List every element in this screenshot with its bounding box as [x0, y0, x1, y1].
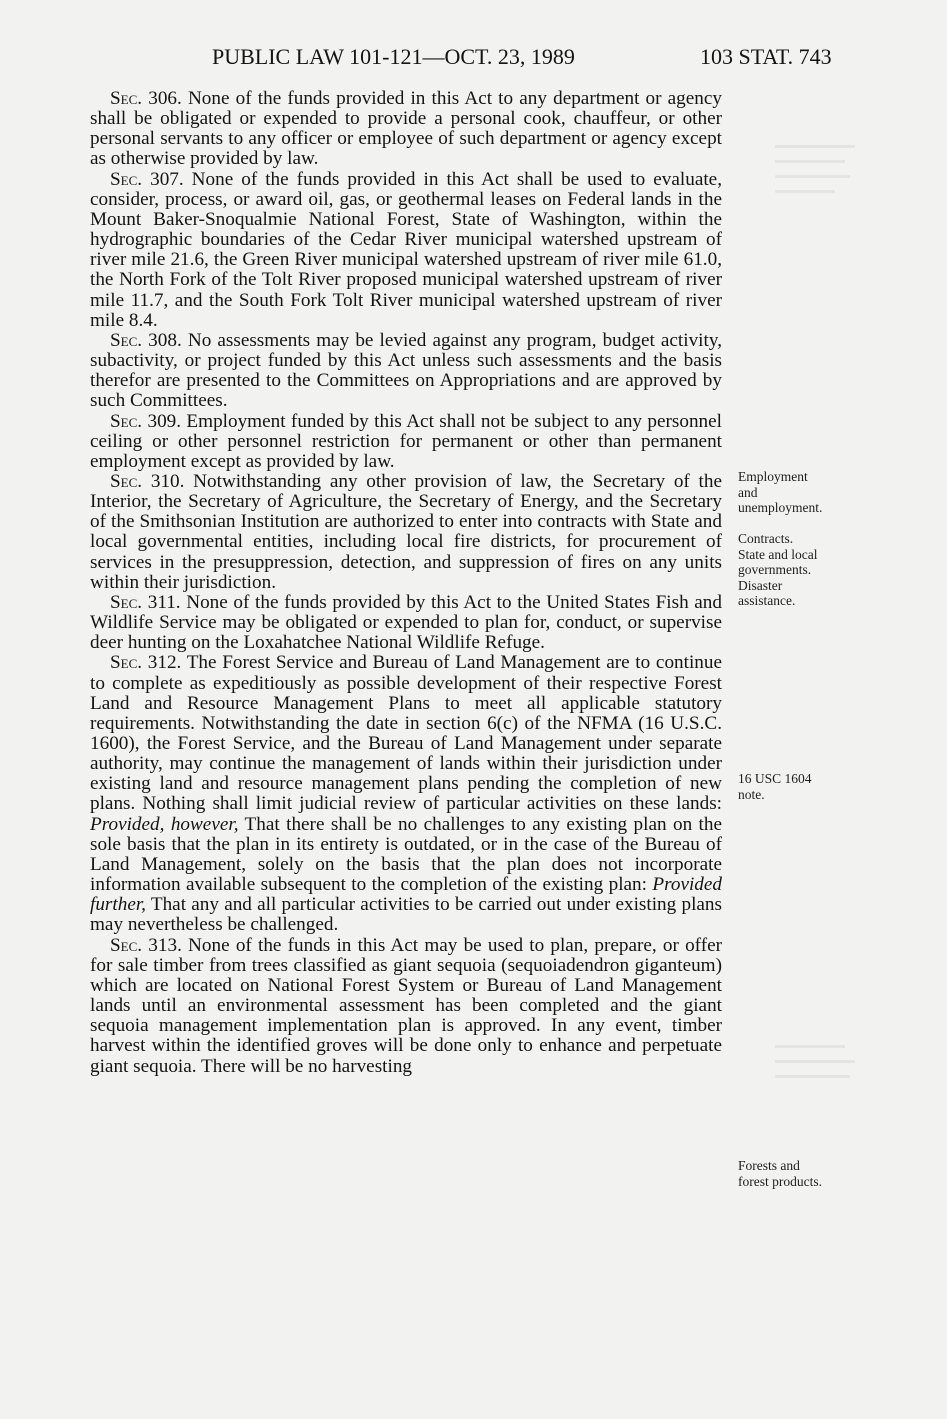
section-label: Sec. — [110, 934, 143, 956]
section-label: Sec. — [110, 652, 143, 674]
margin-note-line: Employment — [738, 469, 808, 484]
bleed-through-mark — [775, 1075, 850, 1078]
section-309 — [90, 412, 722, 472]
section-307 — [90, 170, 722, 331]
proviso-italic: Provided further, — [90, 874, 722, 916]
section-text: 306. None of the funds provided in this Act to any department or agency shall be obligated or expended to provide a personal cook, chauffeur, or other personal servants to any officer or employee of such department or agency except as otherwise provided by law. — [90, 88, 722, 170]
running-head-title: PUBLIC LAW 101-121—OCT. 23, 1989 — [212, 44, 575, 69]
margin-note-usc — [738, 771, 868, 802]
section-313 — [90, 936, 722, 1077]
section-label: Sec. — [110, 329, 143, 351]
margin-note-line: forest products. — [738, 1173, 822, 1189]
margin-note-contracts — [738, 531, 868, 609]
statute-body — [90, 89, 722, 1077]
margin-note-line: Disaster — [738, 577, 783, 593]
margin-note-line: and — [738, 484, 758, 500]
section-label: Sec. — [110, 470, 143, 492]
section-label: Sec. — [110, 88, 143, 109]
section-text: That there shall be no challenges to any existing plan on the sole basis that the plan in its entirety is outdated, or in the case of the Bureau of Land Management, solely on the basis that the plan does not incorporate information available subsequent to the completion of the existing plan: — [90, 813, 722, 896]
margin-note-line: Contracts. — [738, 531, 794, 546]
page-header — [0, 40, 947, 74]
section-312 — [90, 653, 722, 935]
margin-note-line: State and local — [738, 546, 818, 562]
bleed-through-mark — [775, 190, 835, 193]
section-text: 310. Notwithstanding any other provision of law, the Secretary of the Interior, the Secretary of Agriculture, the Secretary of Energy, and the Secretary of the Smithsonian Institution are authorized to enter into contracts with State and local governmental entities, including local fire districts, for procurement of services in the presuppression, detection, and suppression of fires on any units within their jurisdiction. — [90, 470, 722, 593]
margin-note-line: governments. — [738, 562, 812, 577]
section-text: 313. None of the funds in this Act may be used to plan, prepare, or offer for sale timber from trees classified as giant sequoia (sequoiadendron giganteum) which are located on National Forest System or Bureau of Land Management lands until an environmental assessment has been completed and the giant sequoia management implementation plan is approved. In any event, timber harvest within the identified groves will be done only to enhance and perpetuate giant sequoia. There will be no harvesting — [90, 934, 722, 1077]
bleed-through-mark — [775, 160, 845, 163]
margin-note-line: 16 USC 1604 — [738, 771, 812, 786]
section-label: Sec. — [110, 591, 143, 613]
margin-note-line: Forests and — [738, 1158, 800, 1173]
bleed-through-mark — [775, 1060, 855, 1063]
margin-note-line: note. — [738, 786, 765, 802]
margin-note-line: unemployment. — [738, 500, 823, 515]
bleed-through-mark — [775, 1045, 845, 1048]
section-text: 312. The Forest Service and Bureau of Land Management are to continue to complete as expeditiously as possible development of their respective Forest Land and Resource Management Plans to meet all applicable statutory requirements. Notwithstanding the date in section 6(c) of the NFMA (16 U.S.C. 1600), the Forest Service, and the Bureau of Land Management under separate authority, may continue the management of lands within their jurisdiction under existing land and resource management plans pending the completion of new plans. Nothing shall limit judicial review of particular activities on these lands: — [90, 652, 722, 815]
section-306 — [90, 89, 722, 170]
margin-note-line: assistance. — [738, 593, 796, 608]
section-label: Sec. — [110, 168, 143, 190]
section-text: 308. No assessments may be levied against any program, budget activity, subactivity, or project funded by this Act unless such assessments and the basis therefor are presented to the Committees on Appropriations and are approved by such Committees. — [90, 329, 722, 412]
section-text: 311. None of the funds provided by this Act to the United States Fish and Wildlife Service may be obligated or expended to plan for, conduct, or supervise deer hunting on the Loxahatchee National Wildlife Refuge. — [90, 591, 722, 654]
section-text: That any and all particular activities to be carried out under existing plans may nevertheless be challenged. — [90, 894, 722, 936]
bleed-through-mark — [775, 175, 850, 178]
section-311 — [90, 593, 722, 653]
section-310 — [90, 472, 722, 593]
section-text: 309. Employment funded by this Act shall not be subject to any personnel ceiling or other personnel restriction for permanent or other than permanent employment except as provided by law. — [90, 410, 722, 472]
page-stat-number: 103 STAT. 743 — [700, 44, 832, 69]
section-308 — [90, 331, 722, 412]
section-text: 307. None of the funds provided in this Act shall be used to evaluate, consider, process, or award oil, gas, or geothermal leases on Federal lands in the Mount Baker-Snoqualmie National Forest, State of Washington, within the hydrographic boundaries of the Cedar River municipal watershed upstream of river mile 21.6, the Green River municipal watershed upstream of river mile 61.0, the North Fork of the Tolt River proposed municipal watershed upstream of river mile 11.7, and the South Fork Tolt River municipal watershed upstream of river mile 8.4. — [90, 168, 722, 331]
section-label: Sec. — [110, 410, 143, 432]
margin-note-forests — [738, 1158, 868, 1189]
margin-note-employment — [738, 469, 868, 516]
proviso-italic: Provided, however, — [90, 813, 239, 835]
bleed-through-mark — [775, 145, 855, 148]
